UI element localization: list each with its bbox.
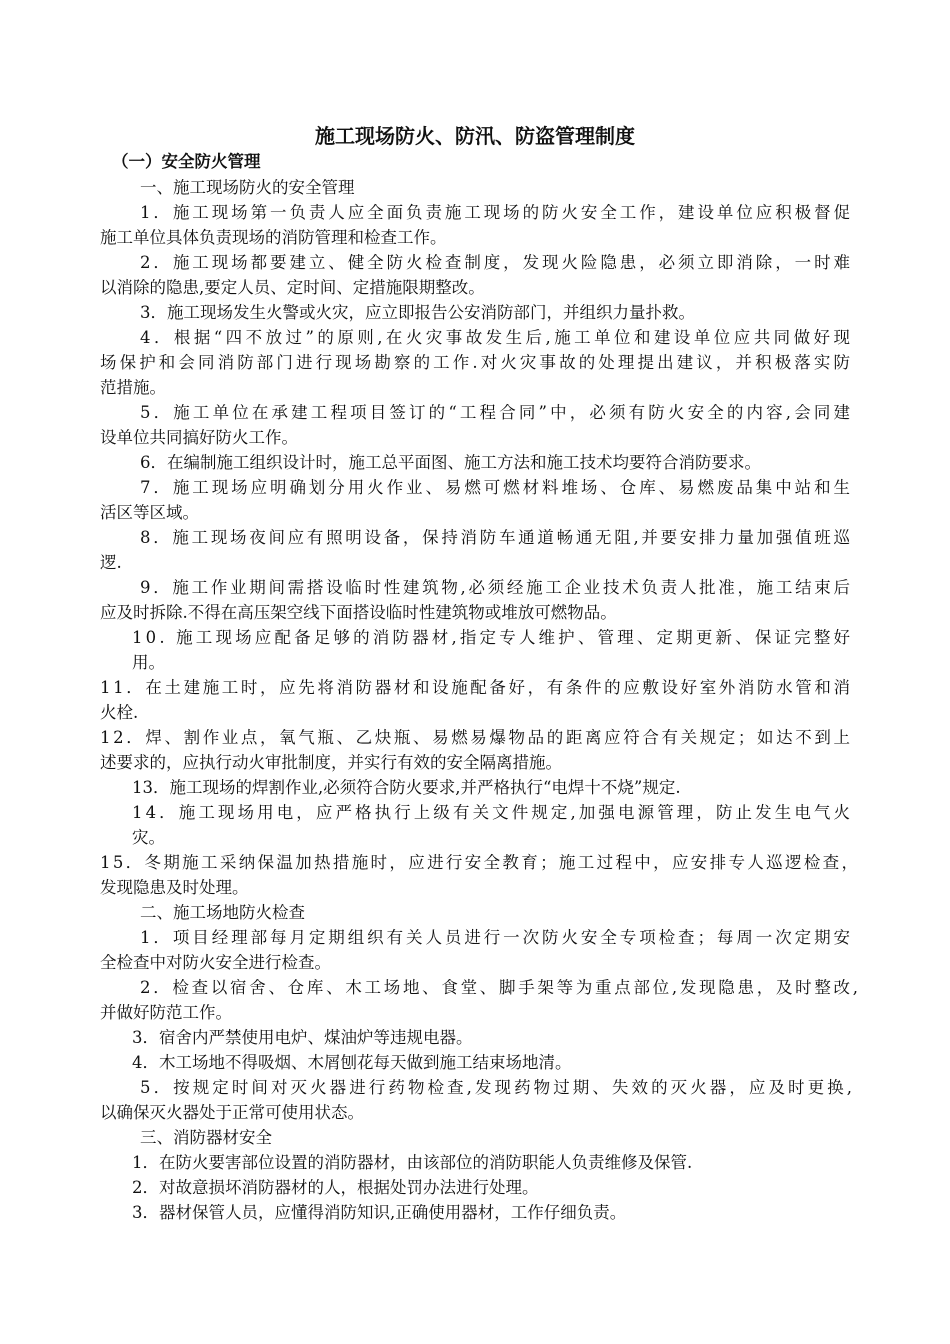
body-text-line: 1．项目经理部每月定期组织有关人员进行一次防火安全专项检查；每周一次定期安: [140, 928, 853, 947]
body-text-line: 全检查中对防火安全进行检查。: [100, 953, 331, 972]
body-text-line: 施工单位具体负责现场的消防管理和检查工作。: [100, 228, 447, 247]
body-text-line: 2．对故意损坏消防器材的人，根据处罚办法进行处理。: [132, 1178, 539, 1197]
body-text-line: 12．焊、割作业点，氧气瓶、乙炔瓶、易燃易爆物品的距离应符合有关规定；如达不到上: [100, 728, 853, 747]
body-text-line: 逻.: [100, 553, 122, 572]
body-text-line: 发现隐患及时处理。: [100, 878, 249, 897]
body-text-line: 4．根据“四不放过”的原则,在火灾事故发生后,施工单位和建设单位应共同做好现: [140, 328, 854, 347]
body-text-line: 用。: [132, 653, 165, 672]
body-text-line: 3．施工现场发生火警或火灾，应立即报告公安消防部门，并组织力量扑救。: [140, 303, 695, 322]
body-text-line: 9．施工作业期间需搭设临时性建筑物,必须经施工企业技术负责人批准，施工结束后: [140, 578, 853, 597]
body-text-line: 述要求的，应执行动火审批制度，并实行有效的安全隔离措施。: [100, 753, 562, 772]
body-text-line: 1．施工现场第一负责人应全面负责施工现场的防火安全工作，建设单位应积极督促: [140, 203, 853, 222]
body-text-line: 15．冬期施工采纳保温加热措施时，应进行安全教育；施工过程中，应安排专人巡逻检查，: [100, 853, 861, 872]
body-text-line: 13．施工现场的焊割作业,必须符合防火要求,并严格执行“电焊十不烧”规定.: [132, 778, 681, 797]
body-text-line: 1．在防火要害部位设置的消防器材，由该部位的消防职能人负责维修及保管.: [132, 1153, 693, 1172]
body-text-line: 以消除的隐患,要定人员、定时间、定措施限期整改。: [100, 278, 485, 297]
body-text-line: 三、消防器材安全: [140, 1128, 272, 1147]
document-title: 施工现场防火、防汛、防盗管理制度: [315, 124, 635, 148]
body-text-line: 3．宿舍内严禁使用电炉、煤油炉等违规电器。: [132, 1028, 473, 1047]
body-text-line: 2．检查以宿舍、仓库、木工场地、食堂、脚手架等为重点部位,发现隐患，及时整改,: [140, 978, 861, 997]
body-text-line: 4．木工场地不得吸烟、木屑刨花每天做到施工结束场地清。: [132, 1053, 572, 1072]
body-text-line: 7．施工现场应明确划分用火作业、易燃可燃材料堆场、仓库、易燃废品集中站和生: [140, 478, 853, 497]
body-text-line: 14．施工现场用电，应严格执行上级有关文件规定,加强电源管理，防止发生电气火: [132, 803, 854, 822]
body-text-line: 设单位共同搞好防火工作。: [100, 428, 298, 447]
body-text-line: 一、施工现场防火的安全管理: [140, 178, 355, 197]
body-text-line: 活区等区域。: [100, 503, 199, 522]
body-text-line: 8．施工现场夜间应有照明设备，保持消防车通道畅通无阻,并要安排力量加强值班巡: [140, 528, 853, 547]
body-text-line: 二、施工场地防火检查: [140, 903, 305, 922]
section-heading: （一）安全防火管理: [112, 152, 261, 171]
body-text-line: 5．按规定时间对灭火器进行药物检查,发现药物过期、失效的灭火器，应及时更换,: [140, 1078, 856, 1097]
body-text-line: 6．在编制施工组织设计时，施工总平面图、施工方法和施工技术均要符合消防要求。: [140, 453, 761, 472]
body-text-line: 10. 施工现场应配备足够的消防器材,指定专人维护、管理、定期更新、保证完整好: [132, 628, 854, 647]
body-text-line: 3．器材保管人员，应懂得消防知识,正确使用器材，工作仔细负责。: [132, 1203, 627, 1222]
body-text-line: 并做好防范工作。: [100, 1003, 232, 1022]
body-text-line: 5．施工单位在承建工程项目签订的“工程合同”中，必须有防火安全的内容,会同建: [140, 403, 854, 422]
body-text-line: 灾。: [132, 828, 165, 847]
body-text-line: 火栓.: [100, 703, 139, 722]
body-text-line: 以确保灭火器处于正常可使用状态。: [100, 1103, 364, 1122]
body-text-line: 11．在土建施工时，应先将消防器材和设施配备好，有条件的应敷设好室外消防水管和消: [100, 678, 853, 697]
body-text-line: 2．施工现场都要建立、健全防火检查制度，发现火险隐患，必须立即消除，一时难: [140, 253, 853, 272]
body-text-line: 场保护和会同消防部门进行现场勘察的工作.对火灾事故的处理提出建议，并积极落实防: [100, 353, 854, 372]
body-text-line: 范措施。: [100, 378, 166, 397]
body-text-line: 应及时拆除.不得在高压架空线下面搭设临时性建筑物或堆放可燃物品。: [100, 603, 617, 622]
